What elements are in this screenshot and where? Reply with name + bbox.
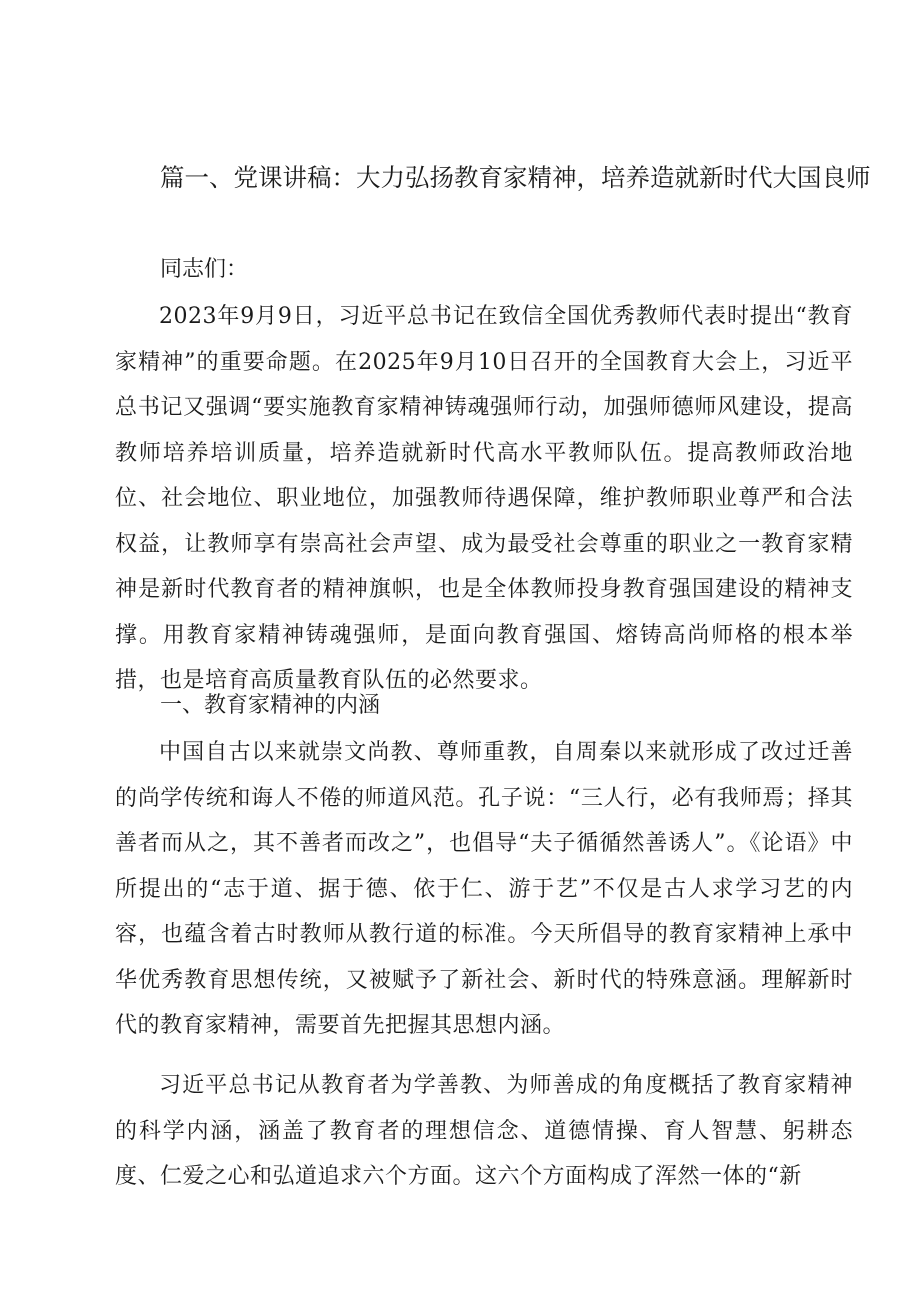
- paragraph-2: 中国自古以来就崇文尚教、尊师重教，自周秦以来就形成了改过迁善的尚学传统和诲人不倦的师道风范。孔子说：“三人行，必有我师焉；择其善者而从之，其不善者而改之”，也倡导“夫子循循然善诱人”。《论语》中所提出的“志于道、据于德、依于仁、游于艺”不仅是古人求学习艺的内容，也蕴含着古时教师从教行道的标准。今天所倡导的教育家精神上承中华优秀教育思想传统，又被赋予了新社会、新时代的特殊意涵。理解新时代的教育家精神，需要首先把握其思想内涵。: [115, 740, 853, 1038]
- section-heading-1: 一、教育家精神的内涵: [160, 693, 381, 718]
- document-title: 篇一、党课讲稿：大力弘扬教育家精神，培养造就新时代大国良师: [160, 163, 871, 192]
- paragraph-3: 习近平总书记从教育者为学善教、为师善成的角度概括了教育家精神的科学内涵，涵盖了教育者的理想信念、道德情操、育人智慧、躬耕态度、仁爱之心和弘道追求六个方面。这六个方面构成了浑然一体的“新: [115, 1073, 853, 1189]
- salutation: 同志们：: [160, 257, 249, 282]
- paragraph-1: 2023年9月9日，习近平总书记在致信全国优秀教师代表时提出“教育家精神”的重要命题。在2025年9月10日召开的全国教育大会上，习近平总书记又强调“要实施教育家精神铸魂强师行动，加强师德师风建设，提高教师培养培训质量，培养造就新时代高水平教师队伍。提高教师政治地位、社会地位、职业地位，加强教师待遇保障，维护教师职业尊严和合法权益，让教师享有崇高社会声望、成为最受社会尊重的职业之一教育家精神是新时代教育者的精神旗帜，也是全体教师投身教育强国建设的精神支撑。用教育家精神铸魂强师，是面向教育强国、熔铸高尚师格的根本举措，也是培育高质量教育队伍的必然要求。: [115, 304, 853, 693]
